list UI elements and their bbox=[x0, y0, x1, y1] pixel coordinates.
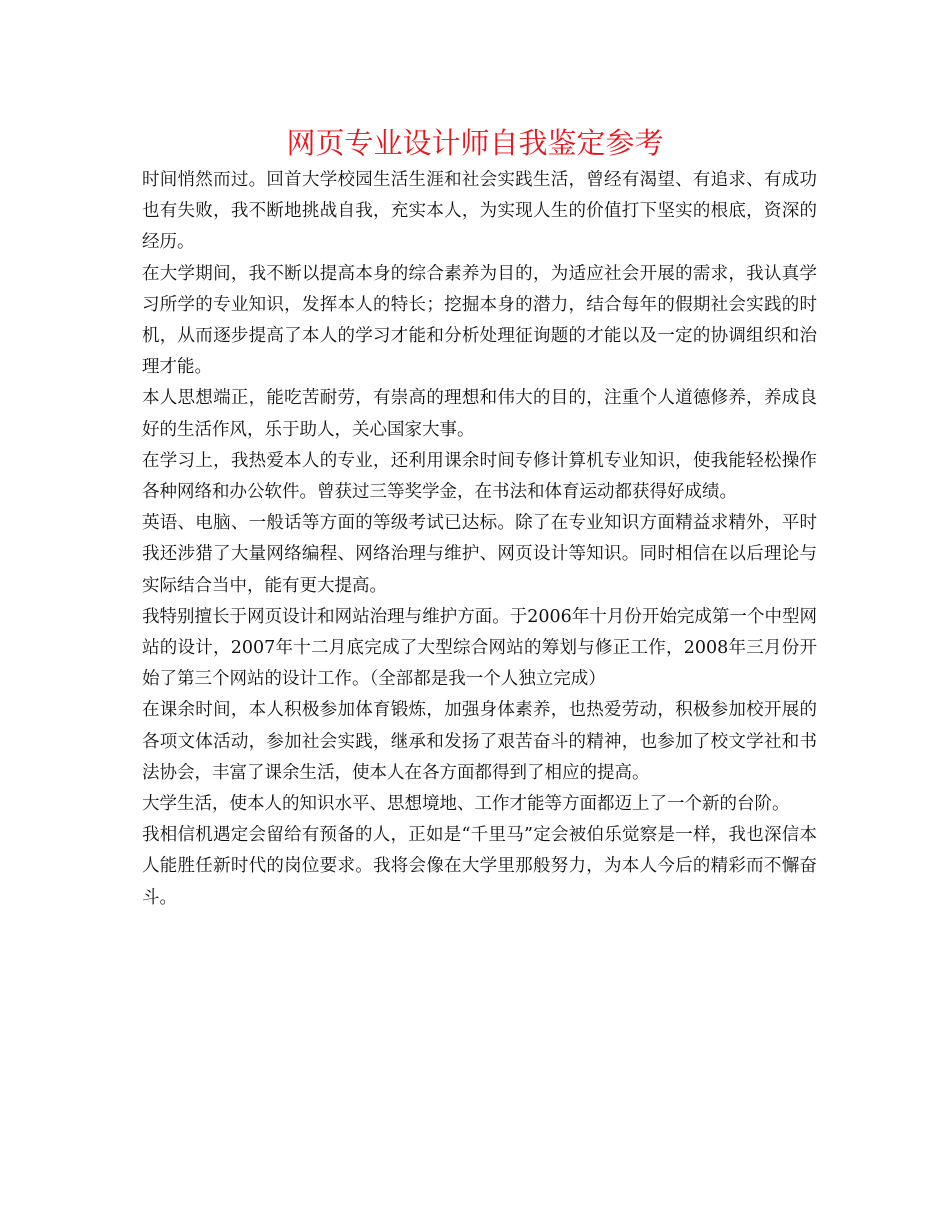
paragraph-web-design-experience: 我特别擅长于网页设计和网站治理与维护方面。于2006年十月份开始完成第一个中型网站的设计，2007年十二月底完成了大型综合网站的筹划与修正工作，2008年三月份开始了第三个网站的设计工作。（全部都是我一个人独立完成） bbox=[142, 606, 817, 690]
paragraph-conclusion: 我相信机遇定会留给有预备的人，正如是“千里马”定会被伯乐觉察是一样，我也深信本人能胜任新时代的岗位要求。我将会像在大学里那般努力，为本人今后的精彩而不懈奋斗。 bbox=[142, 825, 817, 908]
document-body bbox=[142, 165, 817, 914]
paragraph-learning: 在学习上，我热爱本人的专业，还利用课余时间专修计算机专业知识，使我能轻松操作各种网络和办公软件。曾获过三等奖学金，在书法和体育运动都获得好成绩。 bbox=[142, 450, 817, 503]
paragraph-university-summary: 大学生活，使本人的知识水平、思想境地、工作才能等方面都迈上了一个新的台阶。 bbox=[142, 794, 790, 815]
paragraph-intro: 时间悄然而过。回首大学校园生活生涯和社会实践生活，曾经有渴望、有追求、有成功也有失败，我不断地挑战自我，充实本人，为实现人生的价值打下坚实的根底，资深的经历。 bbox=[142, 170, 817, 253]
paragraph-extracurricular: 在课余时间，本人积极参加体育锻炼，加强身体素养，也热爱劳动，积极参加校开展的各项文体活动，参加社会实践，继承和发扬了艰苦奋斗的精神，也参加了校文学社和书法协会，丰富了课余生活，使本人在各方面都得到了相应的提高。 bbox=[142, 700, 817, 783]
paragraph-character: 本人思想端正，能吃苦耐劳，有崇高的理想和伟大的目的，注重个人道德修养，养成良好的生活作风，乐于助人，关心国家大事。 bbox=[142, 388, 817, 440]
paragraph-exams-skills: 英语、电脑、一般话等方面的等级考试已达标。除了在专业知识方面精益求精外，平时我还涉猎了大量网络编程、网络治理与维护、网页设计等知识。同时相信在以后理论与实际结合当中，能有更大提高。 bbox=[142, 513, 817, 596]
paragraph-university-study: 在大学期间，我不断以提高本身的综合素养为目的，为适应社会开展的需求，我认真学习所学的专业知识，发挥本人的特长；挖掘本身的潜力，结合每年的假期社会实践的时机，从而逐步提高了本人的学习才能和分析处理征询题的才能以及一定的协调组织和治理才能。 bbox=[142, 263, 817, 378]
document-title: 网页专业设计师自我鉴定参考 bbox=[286, 126, 664, 160]
